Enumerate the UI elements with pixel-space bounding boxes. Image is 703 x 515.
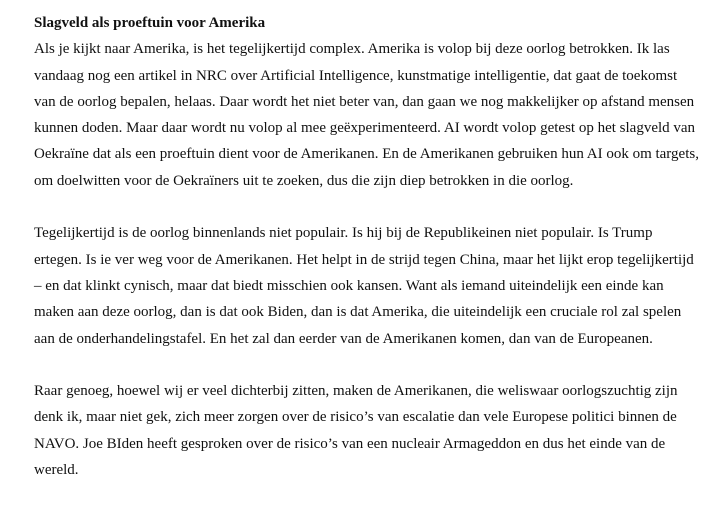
paragraph-line: vandaag nog een artikel in NRC over Artificial Intelligence, kunstmatige intelligentie, dat gaat de toekomst — [34, 67, 678, 84]
paragraph-line: Raar genoeg, hoewel wij er veel dichterbij zitten, maken de Amerikanen, die weliswaar oorlogszuchtig zijn — [34, 383, 678, 400]
paragraph-line: wereld. — [34, 462, 79, 479]
paragraph-line: aan de onderhandelingstafel. En het zal dan eerder van de Amerikanen komen, dan van de Europeanen. — [34, 330, 653, 347]
paragraph-line: kunnen doden. Maar daar wordt nu volop al mee geëxperimenteerd. AI wordt volop getest op het slagveld van — [34, 120, 696, 137]
paragraph-1 — [34, 36, 702, 194]
paragraph-2 — [34, 220, 702, 351]
paragraph-line: – en dat klinkt cynisch, maar dat biedt misschien ook kansen. Want als iemand uiteindelijk een einde kan — [34, 277, 664, 294]
paragraph-line: NAVO. Joe BIden heeft gesproken over de risico’s van een nucleair Armageddon en dus het einde van de — [34, 435, 666, 452]
paragraph-line: Tegelijkertijd is de oorlog binnenlands niet populair. Is hij bij de Republikeinen niet populair. Is Trump — [34, 225, 653, 242]
paragraph-line: denk ik, maar niet gek, zich meer zorgen over de risico’s van escalatie dan vele Europese politici binnen de — [34, 409, 677, 426]
paragraph-line: Oekraïne dat als een proeftuin dient voor de Amerikanen. En de Amerikanen gebruiken hun AI ook om targets, — [34, 146, 699, 163]
paragraph-spacer — [34, 352, 702, 378]
paragraph-line: maken aan deze oorlog, dan is dat ook Biden, dan is dat Amerika, die uiteindelijk een cruciale rol zal spelen — [34, 304, 682, 321]
paragraph-3 — [34, 378, 702, 483]
paragraph-line: van de oorlog bepalen, helaas. Daar wordt het niet beter van, dan gaan we nog makkelijker op afstand mensen — [34, 93, 695, 110]
paragraph-line: ertegen. Is ie ver weg voor de Amerikanen. Het helpt in de strijd tegen China, maar het lijkt erop tegelijkertijd — [34, 251, 694, 268]
paragraph-line: om doelwitten voor de Oekraïners uit te zoeken, dus die zijn diep betrokken in die oorlog. — [34, 172, 574, 189]
paragraph-line: Als je kijkt naar Amerika, is het tegelijkertijd complex. Amerika is volop bij deze oorlog betrokken. Ik las — [34, 41, 670, 58]
document-title: Slagveld als proeftuin voor Amerika — [34, 15, 266, 31]
document — [34, 10, 702, 483]
paragraph-spacer — [34, 194, 702, 220]
